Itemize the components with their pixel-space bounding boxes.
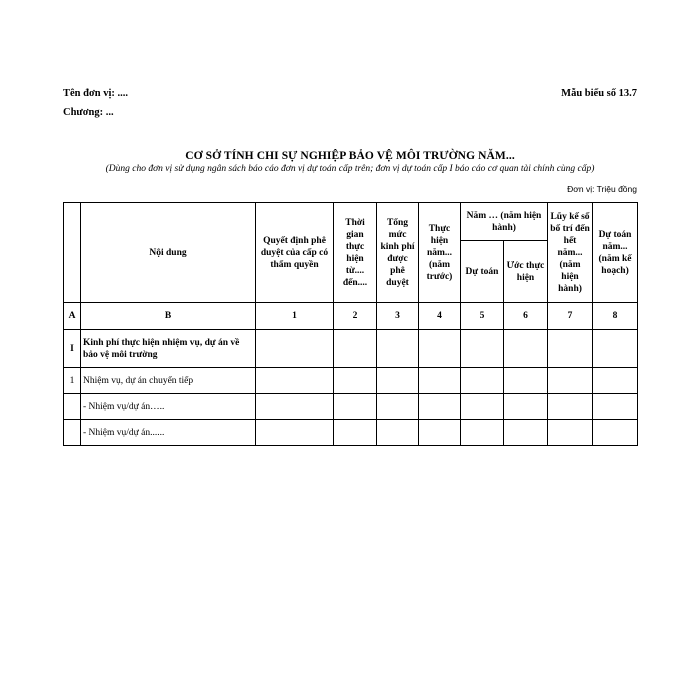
index-cell: 5 (461, 303, 504, 330)
row-stt (64, 394, 81, 420)
chapter-label: Chương: ... (63, 107, 114, 118)
budget-table (63, 202, 638, 446)
row-content: - Nhiệm vụ/dự án...... (81, 420, 256, 446)
header-noidung: Nội dung (81, 203, 256, 303)
row-stt: I (64, 330, 81, 368)
table-row (64, 394, 638, 420)
row-content: - Nhiệm vụ/dự án….. (81, 394, 256, 420)
header-tongmuc: Tổng mức kinh phí được phê duyệt (377, 203, 419, 303)
index-cell: 3 (377, 303, 419, 330)
header-quyetdinh: Quyết định phê duyệt của cấp có thẩm quyền (256, 203, 334, 303)
row-content: Kinh phí thực hiện nhiệm vụ, dự án về bảo vệ môi trường (81, 330, 256, 368)
index-cell: 7 (548, 303, 593, 330)
row-stt: 1 (64, 368, 81, 394)
form-number: Mẫu biểu số 13.7 (561, 88, 637, 99)
row-stt (64, 420, 81, 446)
document-title: CƠ SỞ TÍNH CHI SỰ NGHIỆP BẢO VỆ MÔI TRƯỜNG NĂM... (185, 150, 515, 162)
header-thoigian: Thời gian thực hiện từ.... đến.... (334, 203, 377, 303)
header-dutoan: Dự toán (461, 241, 504, 303)
index-cell: B (81, 303, 256, 330)
index-cell: 6 (504, 303, 548, 330)
header-luyke: Lũy kế số bố trí đến hết năm... (năm hiện hành) (548, 203, 593, 303)
index-cell: A (64, 303, 81, 330)
header-stt (64, 203, 81, 303)
table-row (64, 420, 638, 446)
index-cell: 2 (334, 303, 377, 330)
document-subtitle: (Dùng cho đơn vị sử dụng ngân sách báo cáo đơn vị dự toán cấp trên; đơn vị dự toán cấp I báo cáo cơ quan tài chính cùng cấp) (105, 164, 595, 174)
index-cell: 4 (419, 303, 461, 330)
header-uoc: Ước thực hiện (504, 241, 548, 303)
table-row (64, 330, 638, 368)
row-content: Nhiệm vụ, dự án chuyển tiếp (81, 368, 256, 394)
header-dutoan-next: Dự toán năm... (năm kế hoạch) (593, 203, 638, 303)
currency-unit: Đơn vị: Triệu đồng (567, 184, 637, 194)
header-thuchien: Thực hiện năm... (năm trước) (419, 203, 461, 303)
header-nam-group: Năm … (năm hiện hành) (461, 203, 548, 241)
table-row (64, 368, 638, 394)
index-cell: 1 (256, 303, 334, 330)
unit-name: Tên đơn vị: .... (63, 88, 129, 99)
index-cell: 8 (593, 303, 638, 330)
